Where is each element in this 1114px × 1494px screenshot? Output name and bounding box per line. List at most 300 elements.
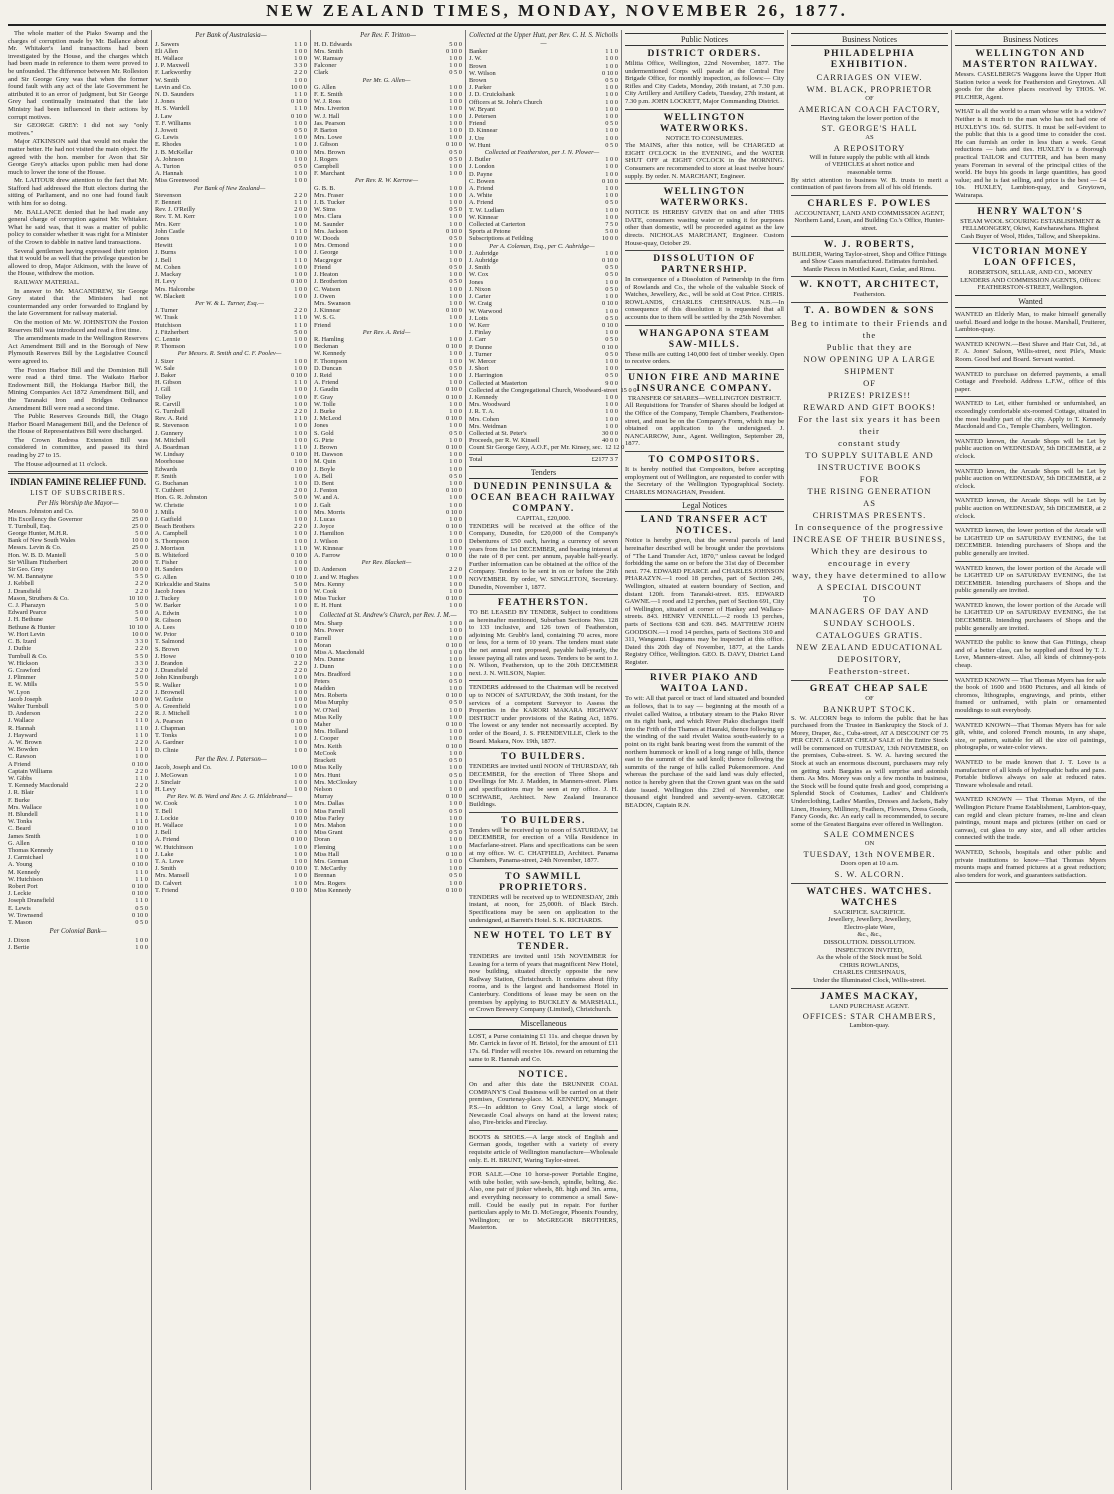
entry-amount: 1 0 0	[294, 292, 307, 300]
divider	[955, 673, 1106, 674]
entry-amount: 2 2 0	[294, 660, 307, 668]
list-entry	[314, 379, 462, 386]
entry-amount: 40 0 0	[602, 437, 618, 445]
entry-name: Per Rev. A. Reid—	[362, 328, 411, 336]
ad-line: PRIZES! PRIZES!!	[827, 389, 912, 400]
entry-amount: 0 5 0	[605, 120, 618, 128]
list-entry	[155, 502, 307, 509]
entry-name: Mrs. Fraser	[314, 191, 344, 199]
divider	[625, 183, 784, 184]
ad-line: SACRIFICE. SACRIFICE.	[833, 908, 906, 916]
entry-name: Per Messrs. R. Smith and C. F. Poolev—	[177, 350, 282, 358]
list-entry	[314, 350, 462, 357]
entry-name: W. Ramsay	[314, 55, 344, 62]
total-value: £2177 3 7	[591, 455, 618, 463]
divider	[791, 988, 948, 989]
entry-name: Miss Tucker	[314, 595, 346, 603]
list-entry	[155, 199, 307, 206]
list-entry	[469, 315, 618, 322]
entry-name: J. Rogers	[314, 155, 338, 163]
entry-amount: 0 5 0	[605, 336, 618, 344]
divider	[469, 594, 618, 595]
entry-amount: 1 0 0	[449, 407, 462, 415]
entry-amount: 25 0 0	[132, 522, 148, 530]
list-entry	[314, 48, 462, 55]
entry-amount: 5 0 0	[605, 228, 618, 236]
entry-name: McCook	[314, 749, 337, 757]
entry-amount: 1 0 0	[449, 213, 462, 221]
list-entry	[155, 437, 307, 444]
entry-amount: 1 0 0	[294, 530, 307, 538]
list-entry	[8, 782, 148, 789]
entry-amount: 1 0 0	[449, 800, 462, 808]
list-entry	[8, 624, 148, 631]
list-entry	[8, 753, 148, 760]
ad-body: S. W. ALCORN begs to inform the public that he has purchased from the Trustee in Bankruptcy the Stock of J. Morey, Draper, &c., Cuba-street, AT A DISCOUNT OF 75 PER CENT. A GREAT CHEAP SALE of the Entire Stock will be commenced on TUESDAY, 13th NOVEMBER, on the premises, Cuba-street. S. W. A. having secured the Stock at such an enormous discount, purchasers may rely on getting such Bargains as will surprise and astonish them. As Mrs. Morey was only a few months in business, the Stock will be found quite fresh and good, comprising a Splendid Stock of Costumes, Ladies' and Children's Underclothing, Ladies' Mantles, Dresses and Jackets, Baby Linen, Hosiery, Millinery, Feathers, Flowers, Dress Goods, Fancy Goods, &c. An early call is recommended, to secure some of the Greatest Bargains ever offered in Wellington.	[791, 714, 948, 828]
entry-amount: 1 1 0	[135, 875, 148, 883]
list-entry	[8, 616, 148, 623]
list-entry	[155, 350, 307, 357]
entry-amount: 0 10 0	[446, 641, 462, 649]
list-entry	[314, 822, 462, 829]
list-entry	[155, 149, 307, 156]
paragraph: The House adjourned at 11 o'clock.	[14, 460, 108, 468]
entry-amount: 1 1 0	[294, 544, 307, 552]
entry-amount: 0 10 0	[132, 883, 148, 890]
entry-amount: 1 0 0	[294, 703, 307, 711]
entry-amount: 1 0 0	[294, 516, 307, 523]
entry-amount: 0 5 0	[605, 264, 618, 272]
ad-body: Tenders will be received up to noon of SATURDAY, 1st DECEMBER, for erection of a Villa Residence in Macfarlane-street. Plans and specifications can be seen at my office. W. C. CHATFIELD, Architect. Panama Chambers, Panama-street, 24th November, 1877.	[469, 826, 618, 865]
list-entry	[155, 177, 307, 184]
entry-name: P. Thomson	[155, 343, 186, 351]
list-entry	[314, 177, 462, 184]
entry-amount: 15 0 0	[620, 386, 637, 394]
entry-amount: 5 0 0	[135, 602, 148, 610]
entry-name: W. Doods	[314, 235, 340, 243]
entry-name: W. Hort Levin	[8, 630, 45, 638]
entry-amount: 10 10 0	[128, 594, 148, 602]
entry-amount: 5 0 0	[135, 530, 148, 538]
entry-name: Murray	[314, 793, 334, 801]
wanted-ad: WANTED to be made known that J. T. Love is a manufacturer of all kinds of hydropathic baths and pans. Portable bidlows always on sale at reduced rates. Tinware wholesale and retail.	[955, 758, 1106, 789]
entry-name: J. Gunnery	[155, 429, 184, 437]
ad-heading: TO BUILDERS.	[501, 752, 586, 763]
entry-name: J. George	[314, 249, 339, 257]
entry-name: J. Nixon	[469, 285, 491, 293]
entry-amount: 10 0 0	[132, 695, 148, 703]
entry-amount: 1 0 0	[135, 753, 148, 761]
list-entry	[314, 530, 462, 537]
paragraph: RAILWAY MATERIAL.	[14, 279, 80, 286]
list-entry	[8, 912, 148, 919]
ad-subheading: NOTICE TO CONSUMERS.	[665, 134, 744, 142]
list-entry	[155, 386, 307, 393]
entry-name: F. Smith	[155, 472, 177, 480]
divider	[955, 396, 1106, 397]
entry-amount: 1 0 0	[449, 627, 462, 635]
entry-amount: 1 0 0	[294, 386, 307, 394]
entry-name: Hon. G. R. Johnston	[155, 494, 208, 502]
entry-name: P. Barton	[314, 127, 338, 135]
list-entry	[155, 844, 307, 851]
list-entry	[314, 365, 462, 372]
entry-name: J. Jones	[155, 98, 175, 106]
entry-amount: 0 10 0	[446, 443, 462, 451]
entry-amount: 1 1 0	[294, 105, 307, 113]
entry-name: J. Carmichael	[8, 854, 44, 862]
entry-name: J. Gill	[155, 386, 171, 394]
entry-amount: 1 0 0	[449, 242, 462, 250]
entry-name: P. Dunne	[469, 343, 493, 351]
ad-body: Notice is hereby given, that the several parcels of land hereinafter described will be brought under the provisions of "The Land Transfer Act, 1870," unless caveat be lodged forbidding the same on or before the 31st day of December next. 774. EDWARD PEARCE and CHARLES JOHNSON PHARAZYN.—1 rood 18 perches, part of Section 246, Wellington, situated at eastern boundary of Section, and distant 120ft. from Taranaki-street. 835. EDWARD GAWNE.—1 rood and 12 perches, part of Section 691, City of Wellington, situated at corner of Hankey and Wallace-streets. 843. HENRY VENNELL.—2 roods 13 perches, parts of Sections 638 and 639. 845. MATTHEW JOHN GOODSON.—1 rood 14 perches, parts of Sections 310 and 311, Wanganui. Diagrams may be inspected at this office. Dated this 20th day of November, 1877, at the Lands Registry Office, Wellington. GEO. B. DAVY, District Land Register.	[625, 537, 784, 666]
entry-name: J. Plimmer	[8, 674, 36, 682]
list-head: Per Bank of Australasia—	[195, 32, 267, 39]
entry-name: Brown	[469, 62, 487, 70]
entry-amount: 0 5 0	[605, 271, 618, 279]
list-entry	[8, 869, 148, 876]
entry-amount: 1 1 0	[135, 897, 148, 905]
entry-amount: 1 0 0	[605, 357, 618, 365]
list-entry	[155, 851, 307, 858]
list-entry	[155, 696, 307, 703]
entry-amount: 1 0 0	[294, 595, 307, 603]
list-entry	[155, 322, 307, 329]
entry-amount: 1 0 0	[605, 185, 618, 193]
entry-amount: 1 0 0	[605, 127, 618, 135]
list-entry	[155, 213, 307, 220]
entry-amount: 0 10 0	[291, 112, 307, 120]
list-entry	[8, 818, 148, 825]
list-entry	[155, 278, 307, 285]
list-entry	[155, 91, 307, 98]
list-entry	[314, 242, 462, 249]
entry-name: J. Kinnear	[314, 307, 341, 315]
entry-amount: 0 10 0	[602, 69, 618, 77]
entry-amount: 0 10 0	[132, 760, 148, 768]
list-entry	[314, 415, 462, 422]
entry-amount: 0 10 0	[291, 148, 307, 156]
entry-name: H. Gibson	[155, 379, 182, 387]
entry-name: J. Lockie	[155, 814, 179, 822]
bowden-ad	[791, 306, 948, 677]
entry-amount: 0 10 0	[446, 523, 462, 531]
entry-name: Mrs. Weidman	[469, 422, 507, 430]
entry-amount: 1 0 0	[605, 249, 618, 257]
entry-amount: 2 2 0	[294, 69, 307, 77]
entry-amount: 1 1 0	[294, 314, 307, 322]
ad-heading: NEW HOTEL TO LET BY TENDER.	[473, 931, 614, 953]
entry-name: Friend	[314, 263, 331, 271]
entry-amount: 1 0 0	[449, 588, 462, 596]
entry-amount: 0 10 0	[446, 343, 462, 351]
entry-name: J. R. Blair	[8, 789, 34, 797]
entry-name: G. Allen	[314, 83, 336, 91]
entry-name: Maher	[314, 721, 331, 729]
entry-amount: 1 0 0	[449, 735, 462, 743]
list-entry	[314, 735, 462, 742]
entry-name: Mrs. Swanson	[314, 299, 351, 307]
list-entry	[469, 416, 618, 423]
entry-name: R. Carvill	[155, 400, 181, 408]
ad-line: MANAGERS OF DAY AND	[809, 605, 930, 616]
entry-amount: 0 5 0	[449, 699, 462, 707]
sawmills-ad	[625, 329, 784, 366]
entry-name: Mrs. Kerr	[155, 220, 181, 228]
entry-amount: 0 5 0	[449, 677, 462, 685]
entry-amount: 1 1 0	[294, 379, 307, 387]
entry-name: J. Aubridge	[469, 249, 499, 257]
list-entry	[155, 538, 307, 545]
entry-name: Joseph Dransfield	[8, 897, 54, 905]
list-entry	[314, 437, 462, 444]
entry-amount: 0 5 0	[605, 314, 618, 322]
entry-name: A. Greenfield	[155, 703, 191, 711]
entry-amount: 1 0 0	[449, 821, 462, 829]
parliament-report	[8, 30, 148, 468]
coal-notice-ad	[469, 1070, 618, 1127]
list-entry	[314, 264, 462, 271]
entry-amount: 1 0 0	[449, 836, 462, 844]
entry-amount: 1 0 0	[294, 220, 307, 228]
entry-amount: 0 5 0	[449, 429, 462, 437]
entry-name: J. Burns	[155, 249, 176, 257]
entry-amount: 1 0 0	[294, 732, 307, 740]
entry-name: Miss Farrell	[314, 807, 346, 815]
entry-name: Mrs. Lowe	[314, 134, 343, 142]
entry-amount: 0 10 0	[291, 98, 307, 106]
entry-name: G. Pirie	[314, 436, 334, 444]
entry-name: T. A. Lowe	[155, 857, 184, 865]
ad-heading: DISSOLUTION OF PARTNERSHIP.	[653, 254, 756, 276]
list-entry	[155, 235, 307, 242]
entry-name: Rev. T. M. Kerr	[155, 213, 196, 221]
ad-line: CHRIS ROWLANDS,	[839, 961, 900, 969]
list-entry	[155, 84, 307, 91]
entry-amount: 0 10 0	[132, 911, 148, 919]
entry-amount: 10 0 0	[132, 630, 148, 638]
list-entry	[469, 142, 618, 149]
builders-ad	[469, 752, 618, 809]
ad-body: LOST, a Purse containing £1 11s. and cheque drawn by Mr. Carrick in favor of H. Bristol, for the amount of £11 17s. 6d. Finder will receive 10s. reward on returning the same to R. Hannah and Co.	[469, 1032, 618, 1063]
entry-name: Miss Kelly	[314, 764, 343, 772]
ad-line: OF	[863, 377, 876, 388]
divider	[625, 451, 784, 452]
list-entry	[314, 516, 462, 523]
entry-name: Banker	[469, 48, 488, 56]
list-entry	[314, 671, 462, 678]
list-entry	[314, 213, 462, 220]
list-entry	[155, 127, 307, 134]
list-entry	[314, 91, 462, 98]
list-entry	[8, 833, 148, 840]
entry-name: W. Kennedy	[314, 350, 346, 358]
entry-amount: 0 10 0	[291, 451, 307, 459]
list-entry	[314, 772, 462, 779]
list-entry	[314, 699, 462, 706]
wanted-ad: WANTED known, the Arcade Shops will be Let by public auction on WEDNESDAY, 5th DECEMBER, at 2 o'clock.	[955, 467, 1106, 490]
entry-name: J. Chapman	[155, 724, 186, 732]
ad-heading: NOTICE.	[518, 1070, 569, 1081]
ad-body: All Requisitions for Transfer of Shares should be lodged at the Office of the Company, Temple Chambers, Featherston-street, and must be on the Company's Form, which may be obtained on application to the undersigned. J. NANCARROW, Junr., Agent. Wellington, September 28, 1877.	[625, 402, 784, 448]
paragraph: Mr. BALLANCE denied that he had made any general charge of corruption against Mr. Whitaker. What he said was, that it was a matter of public policy to consider whether it was right for a Minister of the Crown to dabble in native land transactions.	[8, 208, 148, 247]
entry-name: T. Mason	[8, 919, 33, 927]
list-entry	[469, 293, 618, 300]
entry-amount: 1 0 0	[294, 357, 307, 365]
entry-name: W. Warwood	[469, 307, 503, 315]
entry-amount: 1 0 0	[449, 371, 462, 379]
entry-name: W. Barker	[155, 602, 182, 610]
list-entry	[314, 249, 462, 256]
entry-name: F. Burke	[8, 796, 30, 804]
divider	[469, 868, 618, 869]
wanted-ad: WANTED known, the Arcade Shops will be Let by public auction on WEDNESDAY, 5th DECEMBER, at 2 o'clock.	[955, 497, 1106, 520]
entry-name: Mrs. Kenny	[314, 580, 345, 588]
paragraph: On the motion of Mr. W. JOHNSTON the Foxton Reserves Bill was introduced and read a first time.	[8, 318, 148, 334]
list-entry	[8, 797, 148, 804]
entry-amount: 1 0 0	[605, 365, 618, 373]
entry-amount: 0 10 0	[291, 624, 307, 632]
list-entry	[314, 678, 462, 685]
lost-ad	[469, 1033, 618, 1063]
entry-amount: 1 0 0	[294, 771, 307, 779]
list-entry	[314, 764, 462, 771]
entry-amount: 1 0 0	[449, 814, 462, 822]
entry-name: Edwards	[155, 465, 178, 473]
ad-heading: CHARLES F. POWLES	[807, 198, 932, 209]
entry-amount: 1 0 0	[294, 696, 307, 704]
entry-name: J. Dunn	[314, 663, 334, 671]
list-entry	[8, 609, 148, 616]
entry-amount: 2 0 0	[294, 487, 307, 495]
wanted-ad: WANTED known, the lower portion of the Arcade will be LIGHTED UP on SATURDAY EVENING, the 1st DECEMBER. Intending purchasers of Shops and the public generally are invited.	[955, 564, 1106, 595]
list-entry	[155, 887, 307, 894]
list-entry	[155, 314, 307, 321]
entry-amount: 1 1 0	[135, 818, 148, 826]
entry-name: B. Whiteford	[155, 552, 189, 560]
list-entry	[8, 559, 148, 566]
entry-name: J. Aubridge	[469, 257, 499, 265]
total-label: Total	[469, 455, 483, 463]
entry-name: J. Tuckey	[155, 595, 180, 603]
entry-amount: 1 0 0	[605, 156, 618, 164]
list-entry	[155, 779, 307, 786]
entry-name: T. McCarthy	[314, 865, 347, 873]
list-entry	[155, 264, 307, 271]
entry-name: Messrs. Johnston and Co.	[8, 508, 74, 516]
entry-name: J. Lake	[155, 850, 174, 858]
entry-amount: 1 0 0	[449, 465, 462, 473]
entry-name: R. Stevenson	[155, 422, 189, 430]
entry-amount: 1 0 0	[449, 728, 462, 736]
divider	[955, 434, 1106, 435]
list-entry	[155, 858, 307, 865]
column-rule	[787, 30, 788, 1490]
list-entry	[314, 206, 462, 213]
entry-name: Friend	[314, 321, 331, 329]
public-notices-title: Public Notices	[625, 33, 784, 46]
list-entry	[469, 279, 618, 286]
entry-name: Jones	[314, 422, 329, 430]
list-entry	[155, 689, 307, 696]
entry-amount: 1 0 0	[449, 256, 462, 264]
list-entry	[155, 185, 307, 192]
entry-amount: 1 1 0	[294, 199, 307, 207]
entry-name: A. Friend	[314, 379, 339, 387]
list-entry	[314, 545, 462, 552]
entry-name: M. Kennedy	[8, 868, 40, 876]
list-entry	[314, 635, 462, 642]
entry-amount: 1 0 0	[449, 458, 462, 466]
entry-name: J. Wallace	[8, 717, 34, 725]
entry-name: T. Tonks	[155, 732, 178, 740]
ad-body: STEAM WOOL SCOURING ESTABLISHMENT & FELLMONGERY, Okiwi, Kaiwharawhara. Highest Cash Buyer of Wool, Hides, Tallow, and Sheepskins.	[960, 217, 1101, 240]
ad-body: TENDERS will be received up to WEDNESDAY, 28th instant, at noon, for 25,000ft. of Black Birch. Specifications may be seen on application to the undersigned, at Barrett's Hotel. S. K. RICHARDS.	[469, 893, 618, 924]
list-entry	[8, 696, 148, 703]
entry-amount: 0 10 0	[446, 141, 462, 149]
list-entry	[8, 573, 148, 580]
wanted-ad: WANTED to Let, either furnished or unfurnished, an exceedingly comfortable six-roomed Cottage, situated in the most healthy part of the city. Apply to T. Kennedy Macdonald and Co., Temple Chambers, Wellington.	[955, 400, 1106, 431]
entry-amount: 1 0 0	[449, 292, 462, 300]
entry-amount: 1 0 0	[294, 249, 307, 257]
entry-amount: 1 0 0	[449, 400, 462, 408]
entry-amount: 1 0 0	[605, 91, 618, 99]
entry-name: Miss Kelly	[314, 713, 343, 721]
entry-name: T. Turnbull, Esq.	[8, 522, 52, 530]
entry-name: H. Levy	[155, 785, 176, 793]
list-entry	[469, 178, 618, 185]
entry-amount: 1 0 0	[605, 213, 618, 221]
list-entry	[314, 451, 462, 458]
entry-amount: 0 10 0	[291, 465, 307, 473]
list-entry	[469, 156, 618, 163]
entry-name: Eli Allen	[155, 47, 178, 55]
list-entry	[8, 717, 148, 724]
list-entry	[8, 552, 148, 559]
entry-name: A. Turton	[155, 163, 180, 171]
entry-amount: 1 1 0	[605, 48, 618, 56]
hotel-ad	[469, 931, 618, 1014]
entry-amount: 0 10 0	[291, 652, 307, 660]
list-entry	[155, 772, 307, 779]
divider	[955, 523, 1106, 524]
list-entry	[314, 685, 462, 692]
list-entry	[155, 336, 307, 343]
ad-line: For the last six years it has been their	[798, 413, 941, 436]
entry-amount: 0 5 0	[449, 771, 462, 779]
entry-amount: 0 5 0	[449, 757, 462, 765]
subscriber-list	[314, 620, 462, 894]
list-entry	[155, 509, 307, 516]
column-6	[791, 30, 948, 1490]
entry-amount: 5 0 0	[135, 551, 148, 559]
entry-amount: 0 10 0	[446, 47, 462, 55]
list-entry	[155, 653, 307, 660]
entry-amount: 3 3 0	[294, 62, 307, 70]
entry-amount: 1 0 0	[449, 357, 462, 365]
list-entry	[469, 113, 618, 120]
list-entry	[155, 430, 307, 437]
entry-amount: 1 0 0	[294, 177, 307, 185]
divider	[955, 243, 1106, 244]
entry-name: Mrs. Holland	[314, 728, 349, 736]
entry-amount: 0 10 0	[291, 865, 307, 873]
entry-amount: 1 0 0	[449, 620, 462, 628]
list-entry	[314, 199, 462, 206]
entry-amount: 1 0 0	[605, 192, 618, 200]
paragraph: The Public Reserves Grounds Bill, the Otago Harbor Board Management Bill, and the Defence of the House of Representatives Bill were discharged.	[8, 413, 148, 436]
entry-name: Mrs. Mahon	[314, 821, 346, 829]
